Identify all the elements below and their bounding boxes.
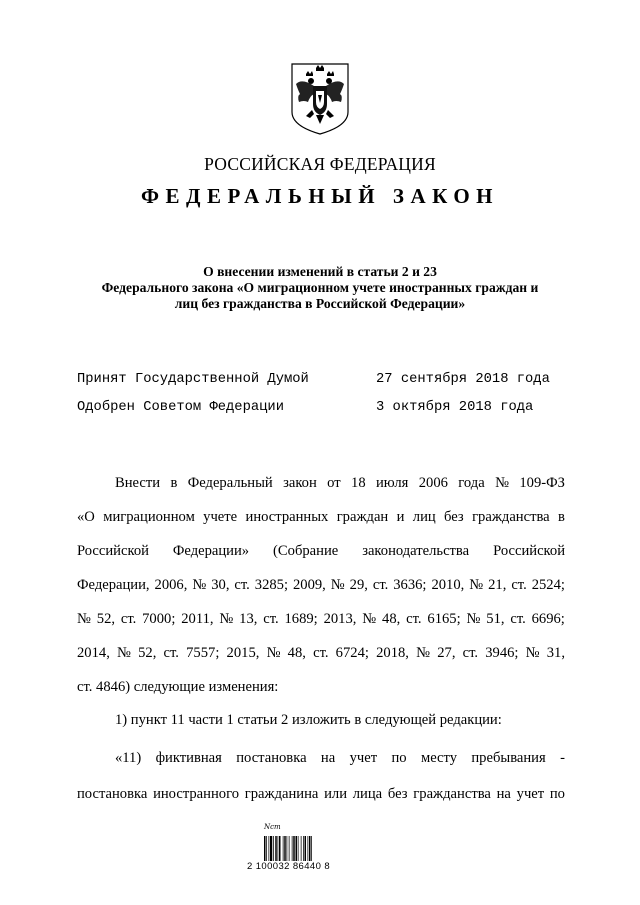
body-line: № 52, ст. 7000; 2011, № 13, ст. 1689; 2013, № 48, ст. 6165; № 51, ст. 6696; bbox=[77, 611, 565, 627]
body-line: «11) фиктивная постановка на учет по месту пребывания - bbox=[115, 750, 565, 766]
body-line: «О миграционном учете иностранных граждан и лиц без гражданства в bbox=[77, 509, 565, 525]
duma-adoption-date: 27 сентября 2018 года bbox=[376, 372, 550, 387]
duma-adoption-label: Принят Государственной Думой bbox=[77, 372, 309, 387]
council-approval-date: 3 октября 2018 года bbox=[376, 400, 534, 415]
country-title: РОССИЙСКАЯ ФЕДЕРАЦИЯ bbox=[204, 154, 436, 174]
law-type-title: ФЕДЕРАЛЬНЫЙ ЗАКОН bbox=[141, 184, 499, 208]
council-approval-label: Одобрен Советом Федерации bbox=[77, 400, 284, 415]
law-subject bbox=[60, 264, 580, 312]
coat-of-arms-icon bbox=[288, 60, 352, 138]
body-line: Внести в Федеральный закон от 18 июля 2006 года № 109-ФЗ bbox=[115, 475, 565, 491]
body-line: 2014, № 52, ст. 7557; 2015, № 48, ст. 6724; 2018, № 27, ст. 3946; № 31, bbox=[77, 645, 565, 661]
barcode-number: 2 100032 86440 8 bbox=[247, 861, 331, 872]
body-line: Федерации, 2006, № 30, ст. 3285; 2009, № 29, ст. 3636; 2010, № 21, ст. 2524; bbox=[77, 577, 565, 593]
body-line: постановка иностранного гражданина или лица без гражданства на учет по bbox=[77, 786, 565, 802]
barcode-icon bbox=[264, 836, 332, 861]
body-line: ст. 4846) следующие изменения: bbox=[77, 679, 279, 695]
subject-line: лиц без гражданства в Российской Федерации» bbox=[174, 296, 466, 311]
body-line: 1) пункт 11 части 1 статьи 2 изложить в следующей редакции: bbox=[115, 712, 502, 728]
signature-mark: Ncm bbox=[264, 823, 281, 831]
subject-line: О внесении изменений в статьи 2 и 23 bbox=[203, 264, 437, 279]
body-line: Российской Федерации» (Собрание законодательства Российской bbox=[77, 543, 565, 559]
subject-line: Федерального закона «О миграционном учете иностранных граждан и bbox=[101, 280, 539, 295]
